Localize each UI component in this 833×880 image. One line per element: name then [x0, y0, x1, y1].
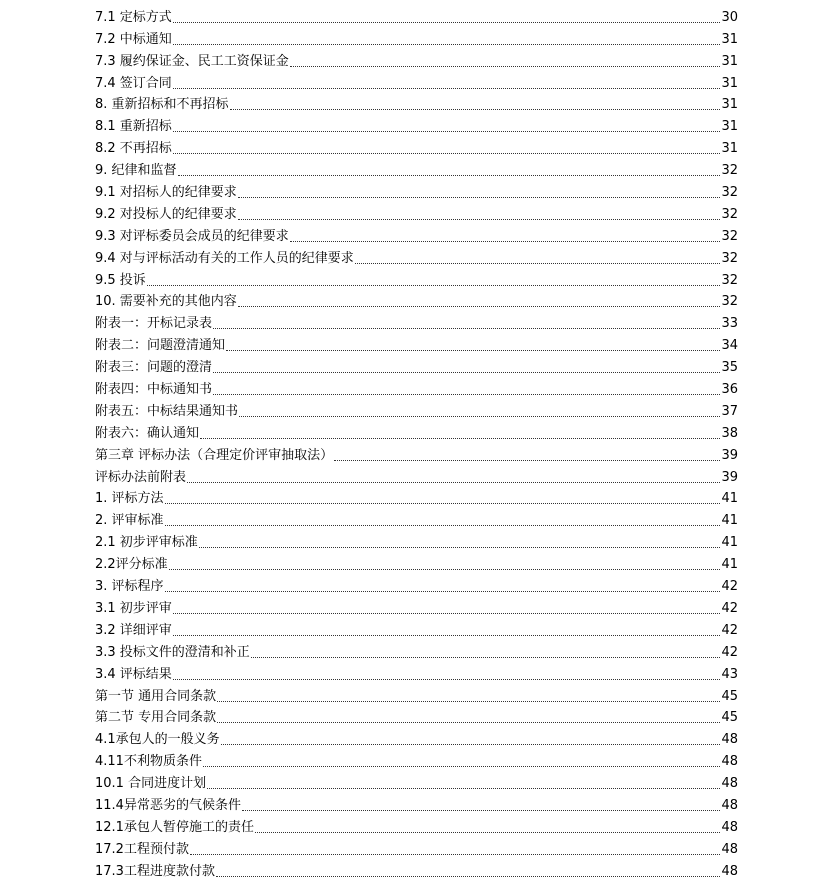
- toc-entry-title: 附表五：中标结果通知书: [95, 403, 239, 419]
- toc-entry-title: 附表四：中标通知书: [95, 382, 213, 398]
- toc-entry[interactable]: [95, 836, 738, 858]
- toc-dot-leader: [217, 701, 720, 702]
- toc-dot-leader: [238, 306, 721, 307]
- toc-entry-title: 3.4 评标结果: [95, 666, 172, 682]
- toc-entry-title: 9.1 对招标人的纪律要求: [95, 185, 237, 201]
- toc-entry-page-number: 45: [721, 688, 738, 704]
- toc-entry-page-number: 31: [721, 97, 738, 113]
- toc-entry[interactable]: [95, 639, 738, 661]
- toc-entry-title: 7.1 定标方式: [95, 9, 172, 25]
- toc-entry[interactable]: [95, 398, 738, 420]
- toc-entry[interactable]: [95, 595, 738, 617]
- toc-entry-title: 7.3 履约保证金、民工工资保证金: [95, 53, 289, 69]
- toc-entry[interactable]: [95, 507, 738, 529]
- toc-entry[interactable]: [95, 135, 738, 157]
- toc-entry-page-number: 48: [721, 754, 738, 770]
- toc-entry-page-number: 32: [721, 163, 738, 179]
- toc-dot-leader: [187, 482, 720, 483]
- toc-entry-title: 第一节 通用合同条款: [95, 688, 217, 704]
- toc-dot-leader: [147, 285, 721, 286]
- toc-entry-page-number: 39: [721, 447, 738, 463]
- toc-entry-title: 9.4 对与评标活动有关的工作人员的纪律要求: [95, 250, 354, 266]
- toc-entry-title: 7.2 中标通知: [95, 31, 172, 47]
- toc-entry[interactable]: [95, 245, 738, 267]
- toc-entry[interactable]: [95, 748, 738, 770]
- toc-entry-page-number: 48: [721, 863, 738, 879]
- toc-entry-page-number: 31: [721, 75, 738, 91]
- toc-entry-title: 附表二：问题澄清通知: [95, 338, 226, 354]
- toc-entry-page-number: 37: [721, 403, 738, 419]
- toc-entry[interactable]: [95, 70, 738, 92]
- toc-entry-title: 2.1 初步评审标准: [95, 535, 198, 551]
- toc-entry-page-number: 36: [721, 382, 738, 398]
- toc-dot-leader: [173, 131, 721, 132]
- toc-dot-leader: [213, 328, 720, 329]
- toc-entry-title: 17.2工程预付款: [95, 841, 189, 857]
- toc-dot-leader: [290, 66, 721, 67]
- toc-dot-leader: [221, 744, 721, 745]
- toc-entry-page-number: 30: [721, 9, 738, 25]
- toc-entry-page-number: 32: [721, 185, 738, 201]
- toc-entry-page-number: 41: [721, 557, 738, 573]
- toc-entry[interactable]: [95, 201, 738, 223]
- toc-entry-page-number: 41: [721, 513, 738, 529]
- toc-entry-title: 3.3 投标文件的澄清和补正: [95, 644, 250, 660]
- toc-dot-leader: [251, 657, 721, 658]
- toc-dot-leader: [213, 372, 720, 373]
- toc-dot-leader: [173, 88, 721, 89]
- toc-entry[interactable]: [95, 683, 738, 705]
- toc-dot-leader: [173, 679, 721, 680]
- toc-entry-page-number: 41: [721, 535, 738, 551]
- toc-entry-title: 7.4 签订合同: [95, 75, 172, 91]
- toc-dot-leader: [199, 547, 721, 548]
- toc-entry-page-number: 48: [721, 797, 738, 813]
- toc-entry-page-number: 32: [721, 250, 738, 266]
- toc-entry-page-number: 48: [721, 776, 738, 792]
- toc-entry[interactable]: [95, 157, 738, 179]
- toc-dot-leader: [200, 438, 720, 439]
- toc-entry-page-number: 33: [721, 316, 738, 332]
- toc-entry-page-number: 31: [721, 53, 738, 69]
- toc-entry[interactable]: [95, 661, 738, 683]
- toc-entry-title: 附表三：问题的澄清: [95, 360, 213, 376]
- toc-entry-title: 3.2 详细评审: [95, 622, 172, 638]
- toc-entry-page-number: 48: [721, 819, 738, 835]
- toc-entry-page-number: 42: [721, 622, 738, 638]
- toc-entry-title: 第三章 评标办法（合理定价评审抽取法）: [95, 447, 334, 463]
- toc-dot-leader: [173, 153, 721, 154]
- toc-entry-title: 4.1承包人的一般义务: [95, 732, 220, 748]
- toc-entry-title: 1. 评标方法: [95, 491, 164, 507]
- toc-dot-leader: [255, 832, 721, 833]
- toc-entry[interactable]: [95, 420, 738, 442]
- toc-entry-title: 9.2 对投标人的纪律要求: [95, 206, 237, 222]
- toc-dot-leader: [242, 810, 721, 811]
- toc-dot-leader: [178, 175, 721, 176]
- toc-entry-title: 9.3 对评标委员会成员的纪律要求: [95, 228, 289, 244]
- toc-entry[interactable]: [95, 354, 738, 376]
- toc-dot-leader: [355, 263, 721, 264]
- toc-dot-leader: [173, 44, 721, 45]
- toc-dot-leader: [239, 416, 720, 417]
- toc-entry-title: 17.3工程进度款付款: [95, 863, 215, 879]
- toc-entry[interactable]: [95, 770, 738, 792]
- toc-entry-page-number: 34: [721, 338, 738, 354]
- toc-entry[interactable]: [95, 442, 738, 464]
- toc-entry[interactable]: [95, 48, 738, 70]
- toc-entry-title: 评标办法前附表: [95, 469, 187, 485]
- toc-entry[interactable]: [95, 792, 738, 814]
- toc-entry-title: 8.1 重新招标: [95, 119, 172, 135]
- toc-entry-page-number: 32: [721, 228, 738, 244]
- toc-entry[interactable]: [95, 26, 738, 48]
- toc-entry[interactable]: [95, 332, 738, 354]
- toc-dot-leader: [290, 241, 721, 242]
- toc-entry[interactable]: [95, 464, 738, 486]
- toc-entry[interactable]: [95, 376, 738, 398]
- toc-dot-leader: [173, 22, 721, 23]
- toc-entry[interactable]: [95, 705, 738, 727]
- toc-entry-page-number: 32: [721, 206, 738, 222]
- toc-entry-page-number: 42: [721, 600, 738, 616]
- toc-entry-page-number: 48: [721, 732, 738, 748]
- toc-entry[interactable]: [95, 573, 738, 595]
- toc-entry-title: 附表一：开标记录表: [95, 316, 213, 332]
- toc-dot-leader: [238, 197, 721, 198]
- toc-entry[interactable]: [95, 310, 738, 332]
- toc-entry[interactable]: [95, 179, 738, 201]
- toc-dot-leader: [230, 109, 721, 110]
- toc-entry-page-number: 42: [721, 644, 738, 660]
- toc-entry-title: 10.1 合同进度计划: [95, 776, 207, 792]
- toc-entry-title: 3. 评标程序: [95, 579, 164, 595]
- toc-entry[interactable]: [95, 267, 738, 289]
- toc-entry-title: 2.2评分标准: [95, 557, 168, 573]
- toc-entry[interactable]: [95, 486, 738, 508]
- toc-entry-page-number: 35: [721, 360, 738, 376]
- toc-entry[interactable]: [95, 551, 738, 573]
- toc-entry-title: 10. 需要补充的其他内容: [95, 294, 237, 310]
- toc-entry-title: 9. 纪律和监督: [95, 163, 177, 179]
- toc-entry[interactable]: [95, 726, 738, 748]
- toc-entry-page-number: 41: [721, 491, 738, 507]
- toc-entry[interactable]: [95, 617, 738, 639]
- toc-entry-page-number: 48: [721, 841, 738, 857]
- toc-entry-page-number: 31: [721, 141, 738, 157]
- toc-entry[interactable]: [95, 814, 738, 836]
- toc-entry-title: 8.2 不再招标: [95, 141, 172, 157]
- toc-entry-title: 3.1 初步评审: [95, 600, 172, 616]
- toc-entry-title: 11.4异常恶劣的气候条件: [95, 797, 241, 813]
- toc-entry-page-number: 42: [721, 579, 738, 595]
- toc-entry-title: 附表六：确认通知: [95, 425, 200, 441]
- toc-entry-page-number: 45: [721, 710, 738, 726]
- toc-dot-leader: [203, 766, 721, 767]
- toc-entry[interactable]: [95, 113, 738, 135]
- toc-dot-leader: [173, 635, 721, 636]
- toc-entry[interactable]: [95, 92, 738, 114]
- toc-entry-title: 8. 重新招标和不再招标: [95, 97, 229, 113]
- toc-entry[interactable]: [95, 223, 738, 245]
- toc-entry[interactable]: [95, 289, 738, 311]
- toc-dot-leader: [334, 460, 720, 461]
- toc-entry-page-number: 31: [721, 31, 738, 47]
- table-of-contents: [95, 4, 738, 880]
- toc-dot-leader: [165, 591, 721, 592]
- toc-dot-leader: [173, 613, 721, 614]
- toc-entry-page-number: 38: [721, 425, 738, 441]
- toc-entry-page-number: 39: [721, 469, 738, 485]
- toc-entry[interactable]: [95, 858, 738, 880]
- toc-dot-leader: [190, 854, 721, 855]
- toc-dot-leader: [226, 350, 720, 351]
- toc-dot-leader: [216, 876, 721, 877]
- toc-entry-title: 第二节 专用合同条款: [95, 710, 217, 726]
- toc-entry-page-number: 32: [721, 272, 738, 288]
- toc-entry-page-number: 31: [721, 119, 738, 135]
- toc-entry[interactable]: [95, 529, 738, 551]
- toc-dot-leader: [238, 219, 721, 220]
- toc-entry-page-number: 32: [721, 294, 738, 310]
- toc-dot-leader: [213, 394, 720, 395]
- toc-entry[interactable]: [95, 4, 738, 26]
- toc-entry-title: 9.5 投诉: [95, 272, 146, 288]
- toc-dot-leader: [207, 788, 720, 789]
- toc-entry-title: 2. 评审标准: [95, 513, 164, 529]
- toc-dot-leader: [217, 722, 720, 723]
- toc-dot-leader: [165, 525, 721, 526]
- toc-dot-leader: [165, 503, 721, 504]
- toc-entry-title: 4.11不利物质条件: [95, 754, 202, 770]
- toc-entry-title: 12.1承包人暂停施工的责任: [95, 819, 254, 835]
- toc-entry-page-number: 43: [721, 666, 738, 682]
- toc-dot-leader: [169, 569, 721, 570]
